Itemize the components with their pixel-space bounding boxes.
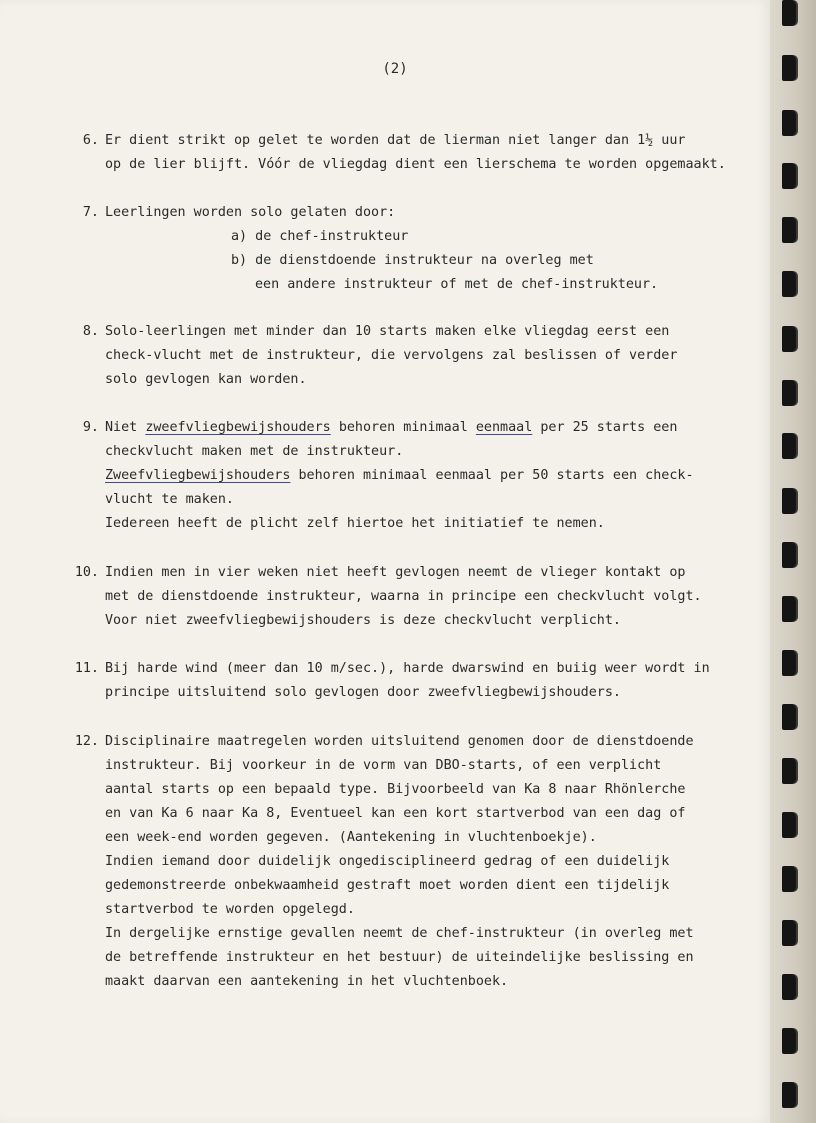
text-fragment: behoren minimaal eenmaal per 50 starts een check- xyxy=(298,468,694,483)
binding-ring xyxy=(782,488,796,514)
item-text-line: Indien iemand door duidelijk ongedisciplineerd gedrag of een duidelijk xyxy=(105,854,670,869)
binding-ring xyxy=(782,0,796,26)
binding-ring xyxy=(782,1082,796,1108)
sub-item-a: a) de chef-instrukteur xyxy=(231,229,409,244)
binding-ring xyxy=(782,650,796,676)
sub-item-b-continuation: een andere instrukteur of met de chef-instrukteur. xyxy=(255,277,659,292)
binding-ring xyxy=(782,163,796,189)
underlined-term: eenmaal xyxy=(475,420,533,435)
underlined-term: Zweefvliegbewijshouders xyxy=(105,468,291,483)
item-text-line: maakt daarvan een aantekening in het vluchtenboek. xyxy=(105,974,509,989)
item-text-line: Iedereen heeft de plicht zelf hiertoe het initiatief te nemen. xyxy=(105,516,605,531)
item-text-line: startverbod te worden opgelegd. xyxy=(105,902,355,917)
binding-ring xyxy=(782,974,796,1000)
item-text-line: de betreffende instrukteur en het bestuur) de uiteindelijke beslissing en xyxy=(105,950,694,965)
binding-ring xyxy=(782,920,796,946)
item-text-line xyxy=(105,468,694,483)
binding-ring xyxy=(782,380,796,406)
item-text-line: aantal starts op een bepaald type. Bijvoorbeeld van Ka 8 naar Rhönlerche xyxy=(105,782,686,797)
item-text-line: Bij harde wind (meer dan 10 m/sec.), harde dwarswind en buiig weer wordt in xyxy=(105,661,710,676)
binding-ring xyxy=(782,596,796,622)
item-number: 11. xyxy=(74,661,99,676)
binding-ring xyxy=(782,542,796,568)
item-text-line: instrukteur. Bij voorkeur in de vorm van DBO-starts, of een verplicht xyxy=(105,758,662,773)
binding-ring xyxy=(782,1028,796,1054)
item-text-line: solo gevlogen kan worden. xyxy=(105,372,307,387)
item-number: 9. xyxy=(82,420,99,435)
item-text-line: met de dienstdoende instrukteur, waarna in principe een checkvlucht volgt. xyxy=(105,589,702,604)
binding-ring xyxy=(782,326,796,352)
item-text-line xyxy=(105,420,677,435)
item-text-line: Voor niet zweefvliegbewijshouders is deze checkvlucht verplicht. xyxy=(105,613,621,628)
binding-ring xyxy=(782,704,796,730)
binding-ring xyxy=(782,55,796,81)
spiral-binding xyxy=(770,0,816,1123)
item-text-line: Solo-leerlingen met minder dan 10 starts maken elke vliegdag eerst een xyxy=(105,324,670,339)
item-text-line: Leerlingen worden solo gelaten door: xyxy=(105,205,396,220)
item-text-line: op de lier blijft. Vóór de vliegdag dient een lierschema te worden opgemaakt. xyxy=(105,157,726,172)
item-text-line: In dergelijke ernstige gevallen neemt de chef-instrukteur (in overleg met xyxy=(105,926,694,941)
item-text-line: checkvlucht maken met de instrukteur. xyxy=(105,444,404,459)
item-number: 7. xyxy=(82,205,99,220)
binding-ring xyxy=(782,758,796,784)
text-fragment: per 25 starts een xyxy=(540,420,678,435)
text-niet: Niet xyxy=(105,420,138,435)
binding-ring xyxy=(782,217,796,243)
item-text-line: een week-end worden gegeven. (Aantekening in vluchtenboekje). xyxy=(105,830,597,845)
item-text-line: gedemonstreerde onbekwaamheid gestraft moet worden dient een tijdelijk xyxy=(105,878,670,893)
item-number: 12. xyxy=(74,734,99,749)
binding-ring xyxy=(782,271,796,297)
underlined-term: zweefvliegbewijshouders xyxy=(145,420,331,435)
binding-ring xyxy=(782,812,796,838)
item-text-line: Disciplinaire maatregelen worden uitsluitend genomen door de dienstdoende xyxy=(105,734,694,749)
item-text-line: vlucht te maken. xyxy=(105,492,234,507)
text-fragment: behoren minimaal xyxy=(338,420,468,435)
item-number: 10. xyxy=(74,565,99,580)
item-text-line: Er dient strikt op gelet te worden dat de lierman niet langer dan 1½ uur xyxy=(105,133,686,148)
item-number: 8. xyxy=(82,324,99,339)
item-text-line: en van Ka 6 naar Ka 8, Eventueel kan een kort startverbod van een dag of xyxy=(105,806,686,821)
sub-item-b: b) de dienstdoende instrukteur na overleg met xyxy=(231,253,594,268)
item-number: 6. xyxy=(82,133,99,148)
item-text-line: check-vlucht met de instrukteur, die vervolgens zal beslissen of verder xyxy=(105,348,678,363)
item-text-line: principe uitsluitend solo gevlogen door zweefvliegbewijshouders. xyxy=(105,685,621,700)
binding-ring xyxy=(782,110,796,136)
binding-ring xyxy=(782,433,796,459)
binding-ring xyxy=(782,866,796,892)
item-text-line: Indien men in vier weken niet heeft gevlogen neemt de vlieger kontakt op xyxy=(105,565,686,580)
page-number: (2) xyxy=(382,61,408,77)
